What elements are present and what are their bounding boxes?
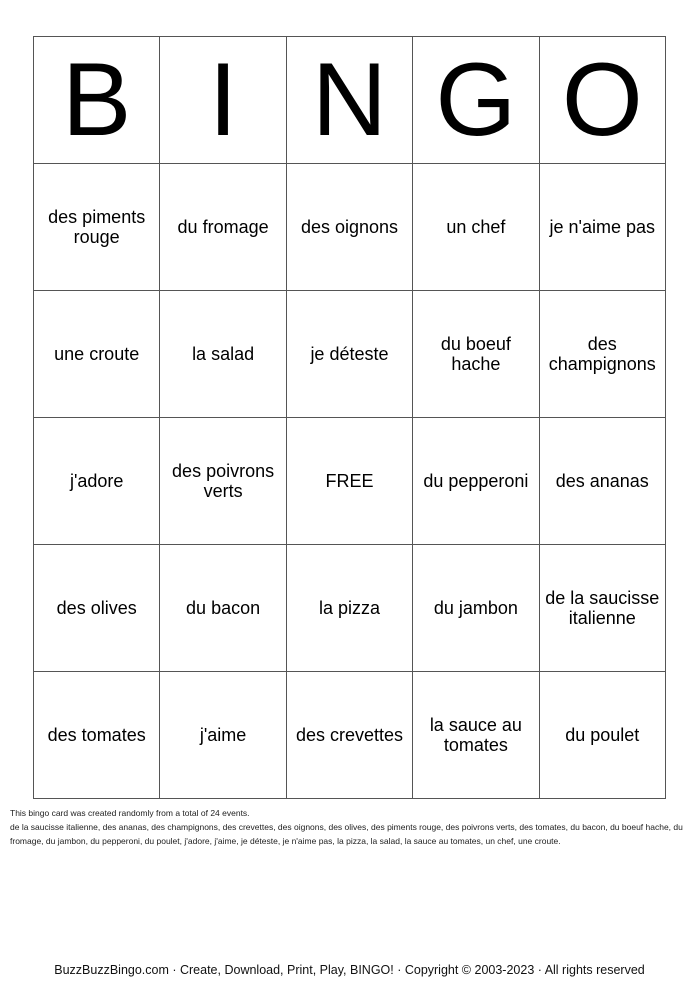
- cell-text: des ananas: [555, 471, 649, 491]
- card-cell: [413, 545, 539, 672]
- cell-text: une croute: [54, 344, 140, 364]
- cell-text: un chef: [446, 217, 506, 237]
- cell-text: du boeuf hache: [440, 334, 511, 374]
- cell-text: des crevettes: [295, 725, 403, 745]
- cell-text: des olives: [56, 598, 137, 618]
- cell-text: du fromage: [177, 217, 269, 237]
- free-space-cell: [286, 418, 412, 545]
- cell-text: de la saucisse italienne: [545, 588, 660, 628]
- card-cell: [413, 672, 539, 799]
- cell-text: du bacon: [186, 598, 261, 618]
- header-letter-n: N: [286, 37, 412, 164]
- card-cell: [34, 418, 160, 545]
- header-row: [34, 37, 666, 164]
- header-letter-g: G: [413, 37, 539, 164]
- cell-text: j'adore: [69, 471, 124, 491]
- card-cell: [413, 418, 539, 545]
- card-cell: [539, 672, 665, 799]
- card-cell: [160, 164, 286, 291]
- card-cell: [34, 291, 160, 418]
- card-row: [34, 291, 666, 418]
- site-credits: BuzzBuzzBingo.com · Create, Download, Print, Play, BINGO! · Copyright © 2003-2023 · All rights reserved: [54, 963, 645, 977]
- card-row: [34, 418, 666, 545]
- card-cell: [160, 672, 286, 799]
- cell-text: la pizza: [318, 598, 380, 618]
- card-row: [34, 545, 666, 672]
- cell-text: des oignons: [300, 217, 399, 237]
- cell-text: la salad: [192, 344, 255, 364]
- cell-text: des tomates: [47, 725, 146, 745]
- card-cell: [160, 545, 286, 672]
- card-cell: [539, 418, 665, 545]
- card-cell: [160, 291, 286, 418]
- cell-text: du pepperoni: [423, 471, 529, 491]
- card-cell: [539, 291, 665, 418]
- notes-event-list: de la saucisse italienne, des ananas, des champignons, des crevettes, des oignons, des olives, des piments rouge, des poivrons verts, des tomates, du bacon, du boeuf hache, du fromage, du jambon, du pepperoni, du poulet, j'adore, j'aime, je déteste, je n'aime pas, la pizza, la salad, la sauce au tomates, un chef, une croute.: [10, 822, 683, 846]
- card-cell: [286, 672, 412, 799]
- card-cell: [286, 291, 412, 418]
- card-cell: [539, 164, 665, 291]
- header-letter-b: B: [34, 37, 160, 164]
- card-row: [34, 672, 666, 799]
- cell-text: je déteste: [310, 344, 389, 364]
- cell-text: la sauce au tomates: [429, 715, 522, 755]
- card-cell: [539, 545, 665, 672]
- header-letter-o: O: [539, 37, 665, 164]
- card-cell: [413, 164, 539, 291]
- cell-text: des piments rouge: [48, 207, 146, 247]
- card-row: [34, 164, 666, 291]
- card-cell: [34, 672, 160, 799]
- card-notes: [10, 806, 692, 848]
- card-cell: [160, 418, 286, 545]
- free-space-text: FREE: [325, 471, 374, 491]
- bingo-card: [33, 36, 666, 799]
- cell-text: je n'aime pas: [549, 217, 656, 237]
- card-cell: [34, 545, 160, 672]
- cell-text: j'aime: [199, 725, 247, 745]
- notes-summary: This bingo card was created randomly from a total of 24 events.: [10, 808, 250, 818]
- card-cell: [413, 291, 539, 418]
- card-cell: [286, 164, 412, 291]
- card-cell: [286, 545, 412, 672]
- cell-text: du poulet: [565, 725, 640, 745]
- cell-text: des poivrons verts: [172, 461, 275, 501]
- cell-text: des champignons: [548, 334, 656, 374]
- header-letter-i: I: [160, 37, 286, 164]
- card-cell: [34, 164, 160, 291]
- cell-text: du jambon: [433, 598, 518, 618]
